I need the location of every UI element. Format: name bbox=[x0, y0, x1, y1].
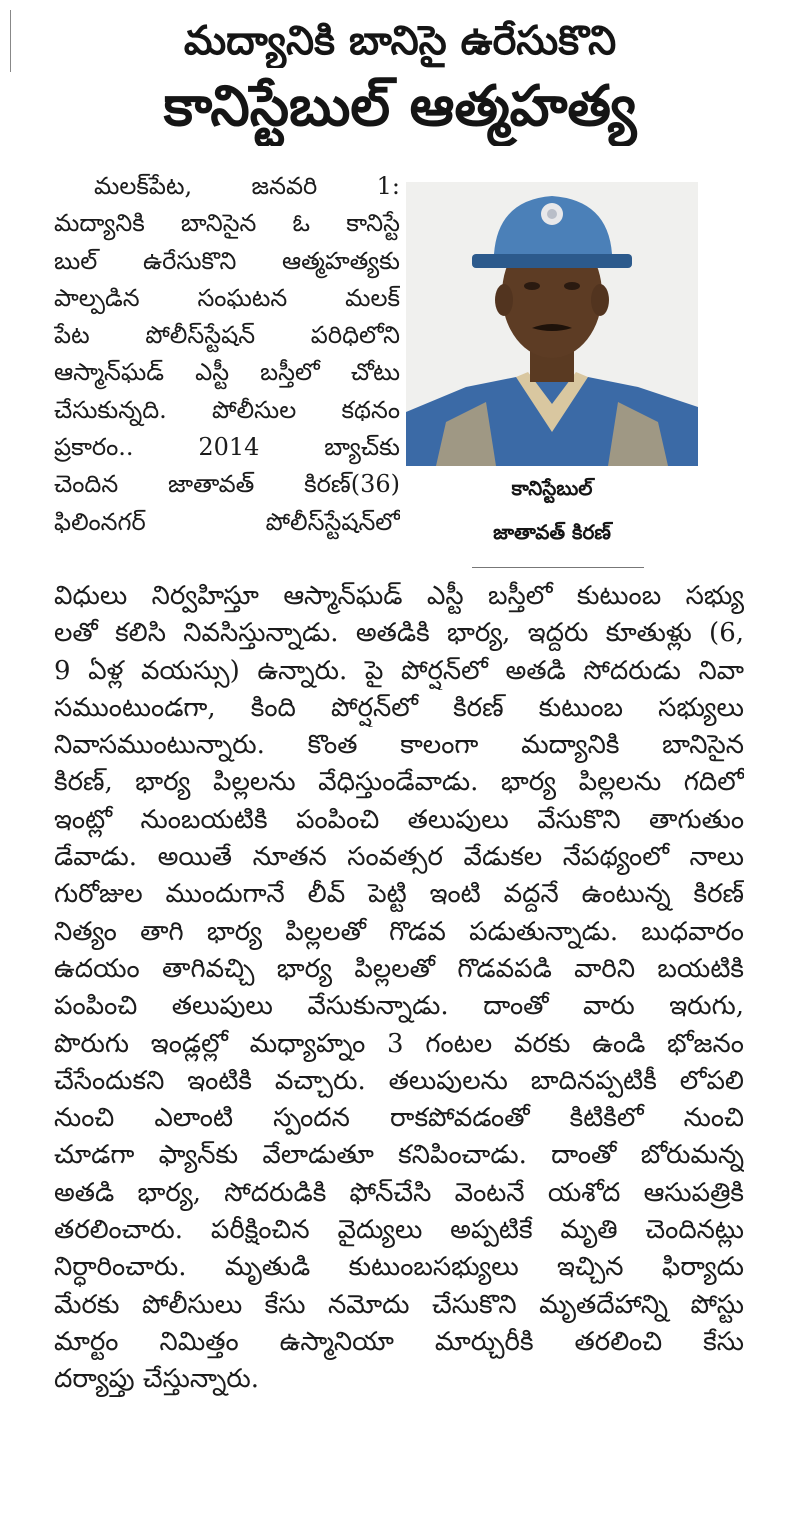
article-line: ఫిలింనగర్ పోలీస్‌స్టేషన్‌లో bbox=[54, 507, 400, 536]
article-line: బుల్ ఉరేసుకొని ఆత్మహత్యకు bbox=[54, 246, 400, 275]
constable-portrait-image bbox=[406, 182, 698, 466]
article-column-wide bbox=[54, 578, 744, 1399]
caption-divider bbox=[472, 567, 644, 568]
article-column-narrow bbox=[54, 168, 400, 541]
article-line: ఆస్మాన్‌ఘడ్ ఎస్టీ బస్తీలో చోటు bbox=[54, 358, 400, 387]
article-line: మార్టం నిమిత్తం ఉస్మానియా మార్చురీకి తరలించి కేసు bbox=[54, 1326, 744, 1357]
article-line: లతో కలిసి నివసిస్తున్నాడు. అతడికి భార్య, ఇద్దరు కూతుళ్లు (6, bbox=[54, 618, 744, 649]
article-line: అతడి భార్య, సోదరుడికి ఫోన్‌చేసి వెంటనే యశోద ఆసుపత్రికి bbox=[54, 1177, 744, 1208]
headline-kicker: మద్యానికి బానిసై ఉరేసుకొని bbox=[183, 18, 617, 64]
headline-main: కానిస్టేబుల్ ఆత్మహత్య bbox=[163, 74, 637, 139]
article-line: చేసేందుకని ఇంటికి వచ్చారు. తలుపులను బాదినప్పటికీ లోపలి bbox=[54, 1065, 744, 1096]
article-line: చెందిన జాతావత్ కిరణ్(36) bbox=[54, 470, 400, 499]
article-line: నిత్యం తాగి భార్య పిల్లలతో గొడవ పడుతున్నాడు. బుధవారం bbox=[54, 916, 744, 947]
article-line: డేవాడు. అయితే నూతన సంవత్సర వేడుకల నేపథ్యంలో నాలు bbox=[54, 842, 744, 873]
article-line: నివాసముంటున్నారు. కొంత కాలంగా మద్యానికి బానిసైన bbox=[54, 730, 744, 761]
article-line: సముంటుండగా, కింది పోర్షన్‌లో కిరణ్ కుటుంబ సభ్యులు bbox=[54, 692, 744, 723]
article-line: ప్రకారం.. 2014 బ్యాచ్‌కు bbox=[54, 433, 400, 462]
article-line: దర్యాప్తు చేస్తున్నారు. bbox=[54, 1364, 260, 1395]
article-line: 9 ఏళ్ల వయస్సు) ఉన్నారు. పై పోర్షన్‌లో అతడి సోదరుడు నివా bbox=[54, 655, 744, 686]
photo-caption-name: జాతావత్ కిరణ్ bbox=[493, 520, 611, 544]
article-line: మేరకు పోలీసులు కేసు నమోదు చేసుకొని మృతదేహాన్ని పోస్టు bbox=[54, 1289, 744, 1320]
article-line: నిర్ధారించారు. మృతుడి కుటుంబసభ్యులు ఇచ్చిన ఫిర్యాదు bbox=[54, 1252, 744, 1283]
constable-photo bbox=[406, 182, 698, 466]
article-line: గురోజుల ముందుగానే లీవ్ పెట్టి ఇంటి వద్దనే ఉంటున్న కిరణ్ bbox=[54, 879, 744, 910]
article-line: చూడగా ఫ్యాన్‌కు వేలాడుతూ కనిపించాడు. దాంతో బోరుమన్న bbox=[54, 1140, 744, 1171]
article-line: పాల్పడిన సంఘటన మలక్ bbox=[54, 283, 400, 312]
article-line: ఇంట్లో నుంబయటికి పంపించి తలుపులు వేసుకొని తాగుతుం bbox=[54, 804, 744, 835]
photo-caption-title: కానిస్టేబుల్ bbox=[511, 476, 593, 500]
article-line: చేసుకున్నది. పోలీసుల కథనం bbox=[54, 395, 400, 424]
article-line: కిరణ్, భార్య పిల్లలను వేధిస్తుండేవాడు. భార్య పిల్లలను గదిలో bbox=[54, 767, 744, 798]
article-line: పేట పోలీస్‌స్టేషన్ పరిధిలోని bbox=[54, 321, 400, 350]
article-line: పంపించి తలుపులు వేసుకున్నాడు. దాంతో వారు ఇరుగు, bbox=[54, 991, 744, 1022]
article-line: నుంచి ఎలాంటి స్పందన రాకపోవడంతో కిటికిలో నుంచి bbox=[54, 1103, 744, 1134]
article-line: మలక్‌పేట, జనవరి 1: bbox=[94, 172, 400, 200]
article-line: పొరుగు ఇండ్లల్లో మధ్యాహ్నం 3 గంటల వరకు ఉండి భోజనం bbox=[54, 1028, 744, 1059]
article-line: తరలించారు. పరీక్షించిన వైద్యులు అప్పటికే మృతి చెందినట్లు bbox=[54, 1215, 744, 1246]
article-line: ఉదయం తాగివచ్చి భార్య పిల్లలతో గొడవపడి వారిని బయటికి bbox=[54, 953, 744, 984]
article-line: విధులు నిర్వహిస్తూ ఆస్మాన్‌ఘడ్ ఎస్టీ బస్తీలో కుటుంబ సభ్యు bbox=[54, 581, 744, 611]
page-edge-rule bbox=[10, 10, 11, 72]
article-line: మద్యానికి బానిసైన ఓ కానిస్టే bbox=[54, 209, 400, 238]
